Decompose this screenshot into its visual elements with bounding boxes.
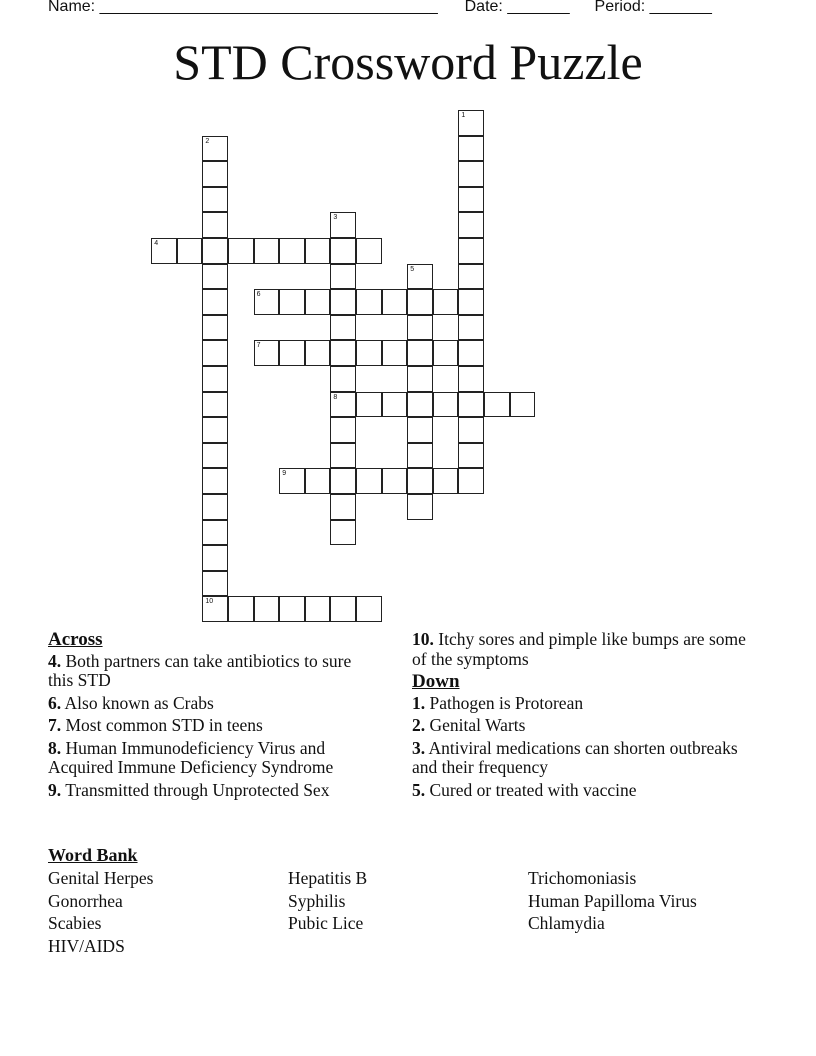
crossword-cell[interactable] bbox=[202, 315, 228, 341]
word-bank-item: Hepatitis B bbox=[288, 868, 368, 888]
crossword-cell[interactable] bbox=[330, 289, 356, 315]
word-bank-item: Genital Herpes bbox=[48, 868, 154, 888]
crossword-cell[interactable] bbox=[407, 468, 433, 494]
down-heading: Down bbox=[412, 671, 460, 692]
crossword-cell[interactable] bbox=[458, 187, 484, 213]
crossword-cell[interactable] bbox=[382, 392, 408, 418]
word-bank-item: Scabies bbox=[48, 913, 102, 934]
crossword-cell[interactable] bbox=[382, 340, 408, 366]
crossword-cell[interactable] bbox=[458, 392, 484, 418]
crossword-cell[interactable] bbox=[407, 289, 433, 315]
crossword-cell[interactable] bbox=[433, 289, 459, 315]
crossword-cell[interactable] bbox=[433, 340, 459, 366]
clue-across-10: 10. Itchy sores and pimple like bumps are some of the symptoms bbox=[412, 629, 746, 669]
crossword-cell[interactable] bbox=[458, 289, 484, 315]
name-field[interactable]: Name: ______________________________________ bbox=[48, 0, 438, 15]
crossword-cell[interactable] bbox=[330, 392, 356, 418]
crossword-cell[interactable] bbox=[330, 212, 356, 238]
clues-right bbox=[412, 630, 757, 803]
crossword-cell[interactable] bbox=[458, 264, 484, 290]
crossword-cell[interactable] bbox=[330, 340, 356, 366]
crossword-cell[interactable] bbox=[458, 315, 484, 341]
crossword-cell[interactable] bbox=[305, 289, 331, 315]
crossword-cell[interactable] bbox=[330, 315, 356, 341]
crossword-cell[interactable] bbox=[228, 238, 254, 264]
crossword-cell[interactable] bbox=[458, 366, 484, 392]
crossword-cell[interactable] bbox=[330, 596, 356, 622]
word-bank-item: Gonorrhea bbox=[48, 890, 123, 911]
crossword-cell[interactable] bbox=[254, 340, 280, 366]
clue-across-9: 9. Transmitted through Unprotected Sex bbox=[48, 779, 330, 800]
crossword-cell[interactable] bbox=[407, 392, 433, 418]
crossword-cell[interactable] bbox=[279, 596, 305, 622]
crossword-cell[interactable] bbox=[407, 366, 433, 392]
period-field[interactable]: Period: _______ bbox=[594, 0, 712, 15]
crossword-cell[interactable] bbox=[510, 392, 536, 418]
date-field[interactable]: Date: _______ bbox=[464, 0, 570, 15]
crossword-cell[interactable] bbox=[254, 238, 280, 264]
clue-down-3: 3. Antiviral medications can shorten outbreaks and their frequency bbox=[412, 737, 738, 777]
crossword-cell[interactable] bbox=[202, 468, 228, 494]
word-bank-col-1 bbox=[48, 867, 153, 958]
crossword-cell[interactable] bbox=[202, 392, 228, 418]
crossword-cell[interactable] bbox=[202, 187, 228, 213]
crossword-cell[interactable] bbox=[254, 289, 280, 315]
crossword-cell[interactable] bbox=[458, 238, 484, 264]
crossword-cell[interactable] bbox=[458, 340, 484, 366]
word-bank-col-2 bbox=[288, 867, 367, 935]
crossword-cell[interactable] bbox=[458, 212, 484, 238]
word-bank-item: Trichomoniasis bbox=[528, 868, 637, 888]
crossword-cell[interactable] bbox=[202, 264, 228, 290]
crossword-cell[interactable] bbox=[458, 110, 484, 136]
cell-number: 5 bbox=[410, 265, 415, 273]
clues-left bbox=[48, 630, 373, 803]
cell-number: 6 bbox=[256, 291, 261, 299]
crossword-cell[interactable] bbox=[279, 468, 305, 494]
crossword-cell[interactable] bbox=[433, 468, 459, 494]
word-bank-heading: Word Bank bbox=[48, 845, 138, 865]
crossword-cell[interactable] bbox=[254, 596, 280, 622]
crossword-cell[interactable] bbox=[202, 417, 228, 443]
crossword-cell[interactable] bbox=[305, 468, 331, 494]
crossword-cell[interactable] bbox=[407, 264, 433, 290]
crossword-cell[interactable] bbox=[407, 494, 433, 520]
crossword-cell[interactable] bbox=[279, 340, 305, 366]
crossword-cell[interactable] bbox=[407, 443, 433, 469]
crossword-cell[interactable] bbox=[202, 366, 228, 392]
cell-number: 3 bbox=[333, 214, 338, 222]
crossword-cell[interactable] bbox=[202, 238, 228, 264]
crossword-cell[interactable] bbox=[458, 468, 484, 494]
cell-number: 1 bbox=[461, 112, 466, 119]
crossword-cell[interactable] bbox=[330, 520, 356, 546]
across-heading: Across bbox=[48, 629, 103, 650]
crossword-cell[interactable] bbox=[330, 468, 356, 494]
crossword-cell[interactable] bbox=[407, 417, 433, 443]
crossword-cell[interactable] bbox=[330, 494, 356, 520]
crossword-cell[interactable] bbox=[228, 596, 254, 622]
crossword-cell[interactable] bbox=[407, 340, 433, 366]
word-bank-item: Syphilis bbox=[288, 890, 346, 911]
crossword-cell[interactable] bbox=[202, 443, 228, 469]
crossword-cell[interactable] bbox=[202, 289, 228, 315]
crossword-cell[interactable] bbox=[279, 289, 305, 315]
clue-across-7: 7. Most common STD in teens bbox=[48, 715, 263, 735]
crossword-cell[interactable] bbox=[151, 238, 177, 264]
crossword-cell[interactable] bbox=[330, 443, 356, 469]
crossword-cell[interactable] bbox=[202, 161, 228, 187]
word-bank-item: Pubic Lice bbox=[288, 913, 364, 934]
crossword-cell[interactable] bbox=[202, 545, 228, 571]
page-title: STD Crossword Puzzle bbox=[173, 34, 643, 90]
crossword-cell[interactable] bbox=[433, 392, 459, 418]
crossword-cell[interactable] bbox=[202, 212, 228, 238]
crossword-cell[interactable] bbox=[330, 264, 356, 290]
crossword-cell[interactable] bbox=[458, 161, 484, 187]
cell-number: 2 bbox=[205, 137, 210, 145]
clue-down-2: 2. Genital Warts bbox=[412, 715, 526, 735]
clue-across-8: 8. Human Immunodeficiency Virus and Acquired Immune Deficiency Syndrome bbox=[48, 737, 334, 777]
clue-across-4: 4. Both partners can take antibiotics to sure this STD bbox=[48, 650, 352, 690]
crossword-cell[interactable] bbox=[305, 340, 331, 366]
crossword-cell[interactable] bbox=[305, 596, 331, 622]
crossword-cell[interactable] bbox=[356, 596, 382, 622]
cell-number: 9 bbox=[282, 470, 287, 478]
crossword-cell[interactable] bbox=[202, 520, 228, 546]
crossword-cell[interactable] bbox=[356, 238, 382, 264]
crossword-cell[interactable] bbox=[356, 468, 382, 494]
clue-down-5: 5. Cured or treated with vaccine bbox=[412, 779, 637, 800]
word-bank-item: Human Papilloma Virus bbox=[528, 890, 697, 911]
crossword-cell[interactable] bbox=[177, 238, 203, 264]
crossword-cell[interactable] bbox=[202, 571, 228, 597]
crossword-cell[interactable] bbox=[356, 340, 382, 366]
crossword-cell[interactable] bbox=[356, 392, 382, 418]
cell-number: 4 bbox=[154, 240, 159, 247]
crossword-cell[interactable] bbox=[458, 136, 484, 162]
crossword-cell[interactable] bbox=[382, 289, 408, 315]
crossword-cell[interactable] bbox=[202, 494, 228, 520]
cell-number: 8 bbox=[333, 393, 338, 401]
crossword-cell[interactable] bbox=[356, 289, 382, 315]
crossword-cell[interactable] bbox=[330, 238, 356, 264]
crossword-cell[interactable] bbox=[484, 392, 510, 418]
crossword-cell[interactable] bbox=[330, 417, 356, 443]
crossword-cell[interactable] bbox=[202, 340, 228, 366]
crossword-cell[interactable] bbox=[458, 443, 484, 469]
word-bank-col-3 bbox=[528, 867, 697, 935]
crossword-cell[interactable] bbox=[382, 468, 408, 494]
clue-down-1: 1. Pathogen is Protorean bbox=[412, 692, 584, 713]
crossword-cell[interactable] bbox=[305, 238, 331, 264]
clue-across-6: 6. Also known as Crabs bbox=[48, 692, 214, 713]
word-bank-item: HIV/AIDS bbox=[48, 936, 125, 957]
cell-number: 10 bbox=[205, 598, 214, 606]
crossword-cell[interactable] bbox=[202, 136, 228, 162]
crossword-cell[interactable] bbox=[407, 315, 433, 341]
word-bank-item: Chlamydia bbox=[528, 913, 605, 934]
cell-number: 7 bbox=[256, 342, 261, 350]
crossword-cell[interactable] bbox=[330, 366, 356, 392]
crossword-cell[interactable] bbox=[202, 596, 228, 622]
crossword-cell[interactable] bbox=[458, 417, 484, 443]
crossword-cell[interactable] bbox=[279, 238, 305, 264]
